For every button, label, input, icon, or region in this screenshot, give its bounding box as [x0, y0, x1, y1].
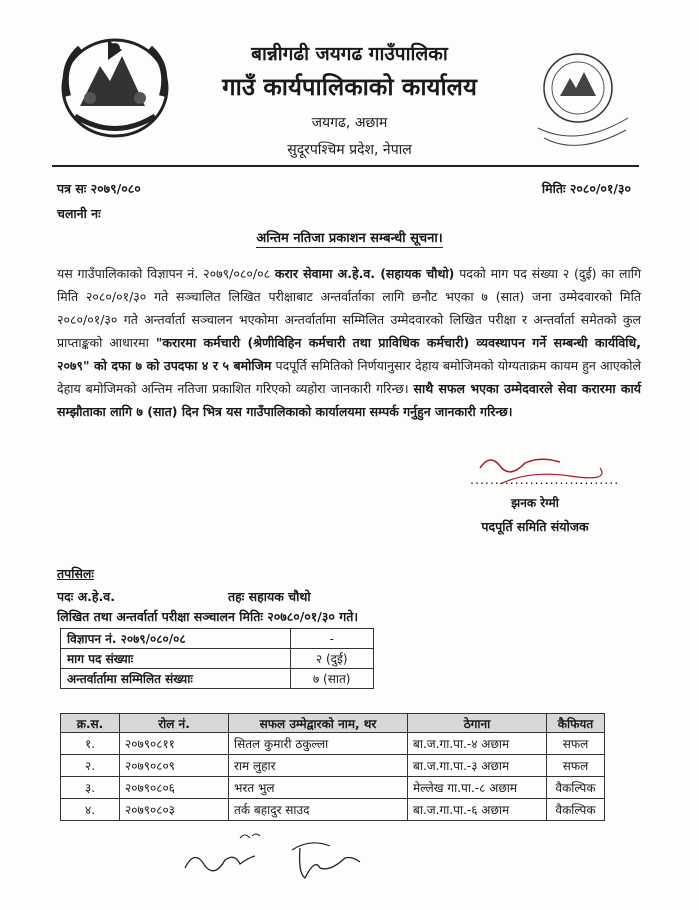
cell-serial: २.	[61, 755, 120, 777]
committee-signatures	[180, 828, 370, 888]
exam-date: लिखित तथा अन्तर्वार्ता परीक्षा सञ्चालन मितिः २०७८०/०१/३० गते।	[57, 609, 359, 624]
summary-value: ७ (सात)	[290, 669, 374, 689]
cell-roll: २०७९०८०९	[120, 755, 229, 777]
table-row	[61, 755, 605, 777]
cell-serial: ३.	[61, 777, 120, 799]
summary-label: विज्ञापन नं. २०७९/०८०/०८	[61, 629, 291, 649]
cell-roll: २०७९०८०३	[120, 799, 229, 821]
results-table	[60, 713, 605, 821]
post-level: तहः सहायक चौथो	[228, 589, 311, 604]
table-row	[61, 799, 605, 821]
summary-label: माग पद संख्याः	[61, 649, 291, 669]
cell-roll: २०७९०८०६	[120, 777, 229, 799]
table-row	[61, 649, 374, 669]
cell-address: बा.ज.गा.पा.-६ अछाम	[408, 799, 547, 821]
cell-name: तर्क बहादुर साउद	[229, 799, 408, 821]
table-header-row	[61, 714, 605, 733]
office-name: गाउँ कार्यपालिकाको कार्यालय	[222, 73, 477, 101]
col-header-serial: क्र.स.	[61, 714, 120, 733]
municipality-name: बान्नीगढी जयगढ गाउँपालिका	[251, 43, 448, 65]
signatory-name: झनक रेग्मी	[511, 496, 559, 510]
cell-remarks: सफल	[547, 733, 605, 755]
col-header-roll: रोल नं.	[120, 714, 229, 733]
summary-table	[60, 628, 374, 689]
notice-body: यस गाउँपालिकाको विज्ञापन नं. २०७९/०८०/०८ करार सेवामा अ.हे.व. (सहायक चौथो) पदको माग पद संख्या २ (दुई) का लागि मिति २०८०/०१/३० गते सञ्चालित लिखित परीक्षाबाट अन्तर्वार्ताका लागि छनौट भएका ७ (सात) जना उम्मेदवारको मिति २०८०/०१/३० गते अन्तर्वार्ता सञ्चालन भएकोमा अन्तर्वार्तामा सम्मिलित उम्मेदवारको लिखित परीक्षा र अन्तर्वार्ता समेतको कुल प्राप्ताङ्कको आधारमा "करारमा कर्मचारी (श्रेणीविहिन कर्मचारी तथा प्राविधिक कर्मचारी) व्यवस्थापन गर्ने सम्बन्धी कार्यविधि, २०७९" को दफा ७ को उपदफा ४ र ५ बमोजिम पदपूर्ति समितिको निर्णयानुसार देहाय बमोजिमको योग्यताक्रम कायम हुन आएकोले देहाय बमोजिमको अन्तिम नतिजा प्रकाशित गरिएको व्यहोरा जानकारी गरिन्छ। साथै सफल भएका उम्मेदवारले सेवा करारमा कार्य सम्झौताका लागि ७ (सात) दिन भित्र यस गाउँपालिकाको कार्यालयमा सम्पर्क गर्नुहुन जानकारी गरिन्छ।	[57, 266, 641, 419]
table-row	[61, 777, 605, 799]
cell-remarks: सफल	[547, 755, 605, 777]
cell-address: बा.ज.गा.पा.-३ अछाम	[408, 755, 547, 777]
summary-label: अन्तर्वार्तामा सम्मिलित संख्याः	[61, 669, 291, 689]
cell-name: सितल कुमारी ठकुल्ला	[229, 733, 408, 755]
col-header-name: सफल उम्मेद्वारको नाम, थर	[229, 714, 408, 733]
table-row	[61, 669, 374, 689]
col-header-remarks: कैफियत	[547, 714, 605, 733]
header-divider	[52, 165, 639, 167]
cell-name: राम लुहार	[229, 755, 408, 777]
cell-serial: ४.	[61, 799, 120, 821]
table-row	[61, 733, 605, 755]
cell-address: बा.ज.गा.पा.-४ अछाम	[408, 733, 547, 755]
province-name: सुदूरपश्चिम प्रदेश, नेपाल	[287, 142, 412, 158]
letter-date: मितिः २०८०/०१/३०	[541, 181, 631, 196]
cell-remarks: वैकल्पिक	[547, 799, 605, 821]
reference-number: पत्र सः २०७९/०८०	[57, 181, 141, 196]
signatory-title: पदपूर्ति समिति संयोजक	[481, 519, 589, 534]
cell-address: मेल्लेख गा.पा.-८ अछाम	[408, 777, 547, 799]
cell-serial: १.	[61, 733, 120, 755]
table-row	[61, 629, 374, 649]
office-address: जयगढ, अछाम	[311, 115, 388, 131]
cell-remarks: वैकल्पिक	[547, 777, 605, 799]
office-seal-stamp	[518, 38, 638, 158]
signature-line: ..............................	[470, 472, 620, 487]
summary-value: -	[290, 629, 374, 649]
cell-name: भरत भुल	[229, 777, 408, 799]
cell-roll: २०७९०८११	[120, 733, 229, 755]
details-heading: तपसिलः	[57, 566, 94, 581]
summary-value: २ (दुई)	[290, 649, 374, 669]
post-name: पदः अ.हे.व.	[57, 589, 115, 604]
notice-subject: अन्तिम नतिजा प्रकाशन सम्बन्धी सूचना।	[256, 231, 443, 246]
dispatch-number: चलानी नः	[57, 206, 101, 221]
col-header-address: ठेगाना	[408, 714, 547, 733]
